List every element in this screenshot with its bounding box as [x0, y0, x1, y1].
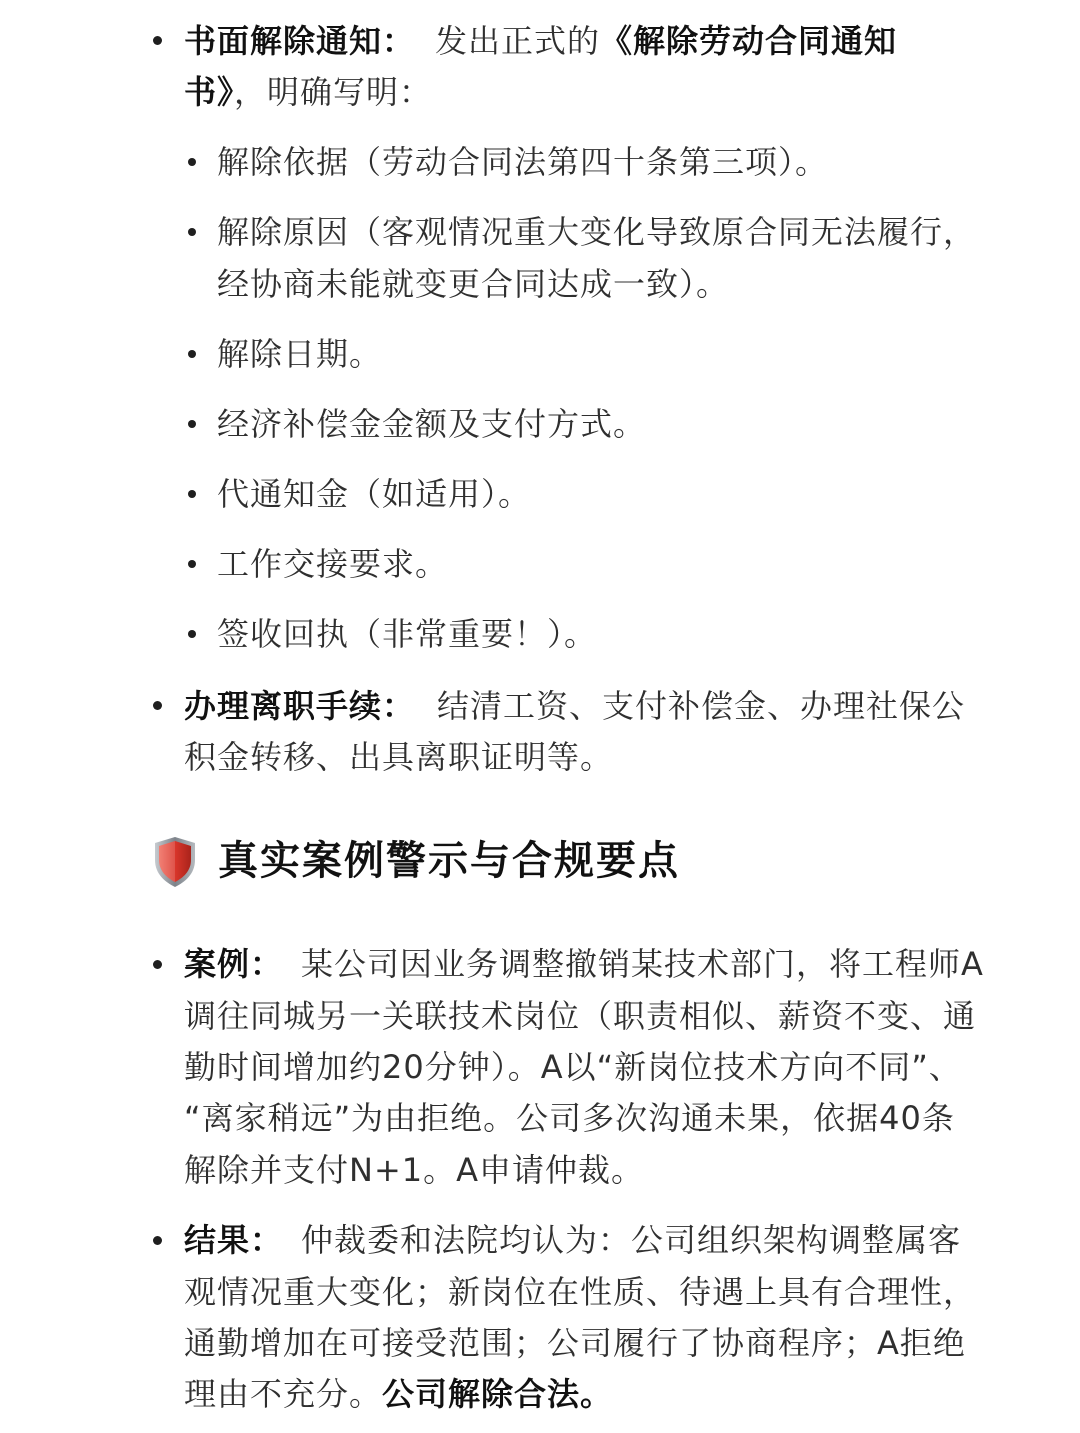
list-item: 解除日期。 [217, 335, 383, 373]
case-text: 某公司因业务调整撤销某技术部门，将工程师A [301, 945, 984, 983]
notice-text: 发出正式的 [435, 22, 601, 60]
bullet [150, 957, 166, 973]
shield-icon [153, 836, 197, 888]
sub-bullet [185, 155, 201, 171]
sub-bullet [185, 225, 201, 241]
list-item: 解除依据（劳动合同法第四十条第三项）。 [217, 143, 829, 181]
procedures-line-1 [184, 686, 965, 726]
procedures-line-2: 积金转移、出具离职证明等。 [184, 738, 614, 776]
result-line-4 [184, 1374, 613, 1414]
list-item: 签收回执（非常重要！）。 [217, 615, 598, 653]
list-item: 代通知金（如适用）。 [217, 475, 532, 513]
sub-bullet [185, 487, 201, 503]
bullet [150, 698, 166, 714]
notice-line-2 [184, 72, 432, 112]
procedures-label: 办理离职手续： [184, 687, 416, 725]
list-item: 解除原因（客观情况重大变化导致原合同无法履行， [217, 213, 977, 251]
sub-bullet [185, 417, 201, 433]
case-label: 案例： [184, 945, 284, 983]
result-label: 结果： [184, 1221, 284, 1259]
list-item: 工作交接要求。 [217, 545, 449, 583]
result-line-1 [184, 1220, 961, 1260]
procedures-text: 结清工资、支付补偿金、办理社保公 [437, 687, 966, 725]
notice-label: 书面解除通知： [184, 22, 416, 60]
sub-bullet [185, 347, 201, 363]
bullet [150, 1233, 166, 1249]
notice-doc-title: 《解除劳动合同通知 [600, 22, 898, 60]
notice-text-2: ，明确写明： [234, 73, 433, 111]
bullet [150, 33, 166, 49]
list-item-cont: 经协商未能就变更合同达成一致）。 [217, 265, 730, 303]
result-conclusion: 公司解除合法。 [382, 1375, 614, 1413]
case-line-5: 解除并支付N+1。A申请仲裁。 [184, 1151, 645, 1189]
case-line-2: 调往同城另一关联技术岗位（职责相似、薪资不变、通 [184, 997, 977, 1035]
result-line-3: 通勤增加在可接受范围；公司履行了协商程序；A拒绝 [184, 1324, 966, 1362]
result-text-end: 理由不充分。 [184, 1375, 383, 1413]
list-item: 经济补偿金金额及支付方式。 [217, 405, 647, 443]
case-line-1 [184, 944, 984, 984]
notice-doc-title-end: 书》 [184, 73, 235, 111]
sub-bullet [185, 557, 201, 573]
notice-line-1 [184, 21, 897, 61]
case-line-3: 勤时间增加约20分钟）。A以“新岗位技术方向不同”、 [184, 1048, 962, 1086]
section-title: 真实案例警示与合规要点 [218, 838, 680, 884]
result-text: 仲裁委和法院均认为：公司组织架构调整属客 [301, 1221, 962, 1259]
case-line-4: “离家稍远”为由拒绝。公司多次沟通未果，依据40条 [184, 1099, 955, 1137]
result-line-2: 观情况重大变化；新岗位在性质、待遇上具有合理性， [184, 1273, 977, 1311]
sub-bullet [185, 627, 201, 643]
